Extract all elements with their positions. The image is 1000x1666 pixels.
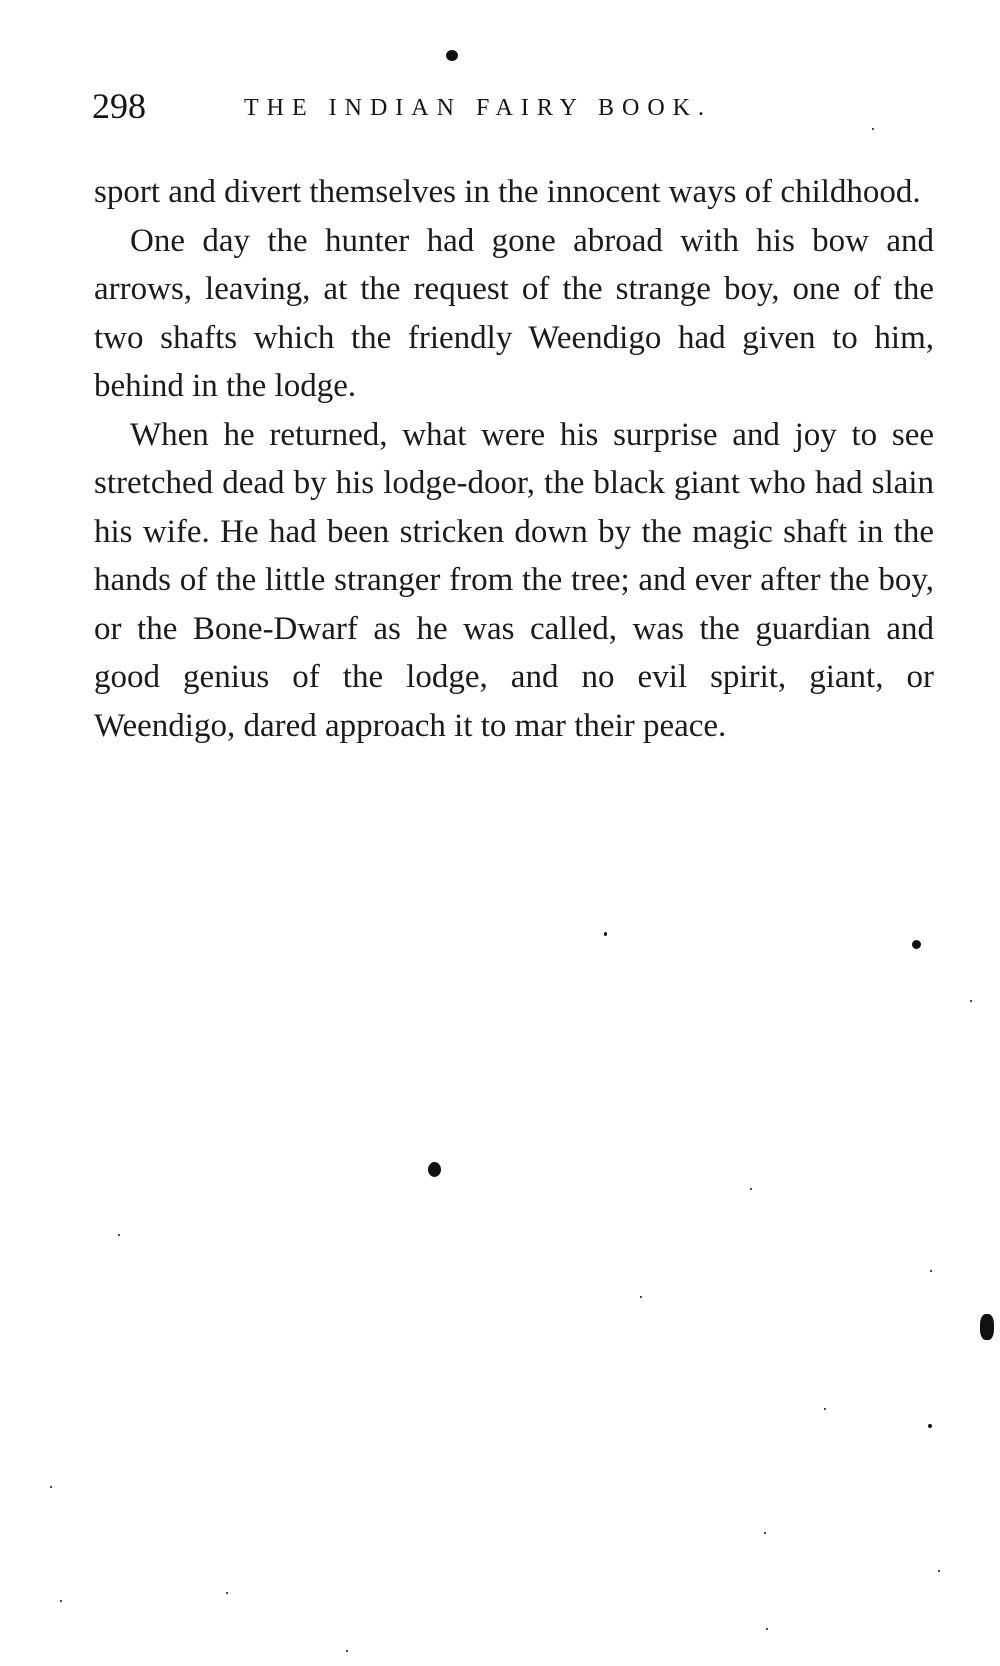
ink-speck (970, 1000, 972, 1002)
ink-speck (226, 1592, 228, 1594)
running-title: THE INDIAN FAIRY BOOK. (244, 95, 712, 121)
ink-speck (346, 1650, 348, 1652)
ink-speck (50, 1486, 52, 1488)
ink-speck (446, 50, 458, 61)
ink-speck (604, 932, 607, 936)
body-text (94, 168, 934, 750)
ink-speck (980, 1314, 994, 1340)
ink-speck (930, 1270, 932, 1272)
page-number: 298 (92, 86, 146, 126)
ink-speck (766, 1628, 768, 1630)
page-header (92, 86, 932, 130)
ink-speck (750, 1188, 752, 1190)
ink-speck (640, 1296, 642, 1298)
ink-speck (428, 1162, 441, 1177)
ink-speck (118, 1234, 120, 1236)
ink-speck (60, 1600, 62, 1602)
paragraph-1: sport and divert themselves in the innocent ways of childhood. (94, 174, 921, 210)
ink-speck (824, 1408, 826, 1410)
ink-speck (938, 1570, 940, 1572)
ink-speck (764, 1532, 766, 1534)
ink-speck (928, 1424, 932, 1428)
paragraph-2: One day the hunter had gone abroad with his bow and arrows, leaving, at the request of the strange boy, one of the two shafts which the friendly Weendigo had given to him, behind in the lodge. (94, 222, 934, 404)
paragraph-3: When he returned, what were his surprise and joy to see stretched dead by his lodge-door, the black giant who had slain his wife. He had been stricken down by the magic shaft in the hands of the little stranger from the tree; and ever after the boy, or the Bone-Dwarf as he was called, was the guardian and good genius of the lodge, and no evil spirit, giant, or Weendigo, dared approach it to mar their peace. (94, 416, 934, 744)
ink-speck (872, 128, 874, 130)
ink-speck (912, 940, 921, 949)
